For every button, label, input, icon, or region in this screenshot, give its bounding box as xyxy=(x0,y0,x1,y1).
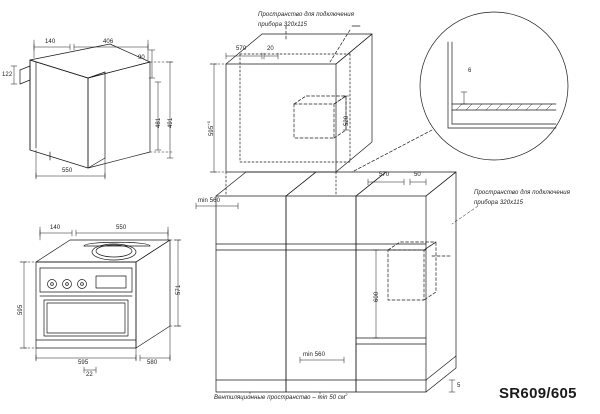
dim-bottom-5: 5 xyxy=(457,383,461,389)
note-ventilation: Вентиляционные пространство – min 50 $см^2$ xyxy=(214,392,348,401)
dim-bottom-570: 570 xyxy=(379,172,390,178)
dim-side-481: 481 xyxy=(156,117,162,128)
dim-niche-570: 570 xyxy=(236,46,247,52)
lower-cabinets xyxy=(216,172,456,392)
dim-bottom-600: 600 xyxy=(374,291,380,302)
dim-front-22: 22 xyxy=(86,372,93,378)
dim-front-595: 595 xyxy=(18,304,24,315)
upper-niche-dimensions xyxy=(210,53,349,172)
dim-min560-right: min 560 xyxy=(303,352,326,358)
dim-side-550: 550 xyxy=(62,168,73,174)
dim-niche-595-tolerance: +5 xyxy=(206,120,211,126)
dim-side-140: 140 xyxy=(45,39,56,45)
side-view-dimensions xyxy=(11,40,173,179)
note-connection-space-right-line2: прибора 320х115 xyxy=(474,200,524,206)
upper-niche xyxy=(226,26,372,172)
dim-niche-520: 520 xyxy=(344,115,350,126)
note-connection-space-top-line2: прибора 320х115 xyxy=(258,22,308,28)
dim-side-90: 90 xyxy=(138,55,145,61)
front-view-oven xyxy=(36,240,170,348)
dim-front-571: 571 xyxy=(176,284,182,295)
dim-front-595b: 595 xyxy=(78,360,89,366)
dim-min560-left: min 560 xyxy=(198,198,221,204)
dim-niche-595: $595^{+5}$ xyxy=(206,120,215,136)
dim-detail-6: 6 xyxy=(468,68,472,74)
side-view-oven xyxy=(20,44,150,168)
dim-side-491: 491 xyxy=(168,117,174,128)
lower-cabinet-dimensions xyxy=(196,179,455,398)
note-connection-space-right-line1: Пространство для подключения xyxy=(474,190,571,196)
detail-callout xyxy=(352,12,568,172)
note-connection-space-top-line1: Пространство для подключения xyxy=(258,12,355,18)
dim-front-580: 580 xyxy=(147,360,158,366)
dim-front-550: 550 xyxy=(116,225,127,231)
dim-front-140: 140 xyxy=(50,225,61,231)
model-title: SR609/605 xyxy=(499,385,577,402)
dim-niche-20: 20 xyxy=(267,46,274,52)
dim-bottom-50: 50 xyxy=(414,172,421,178)
ventilation-superscript: 2 xyxy=(345,392,348,397)
dim-side-406: 406 xyxy=(103,39,114,45)
dim-side-122: 122 xyxy=(2,72,13,78)
